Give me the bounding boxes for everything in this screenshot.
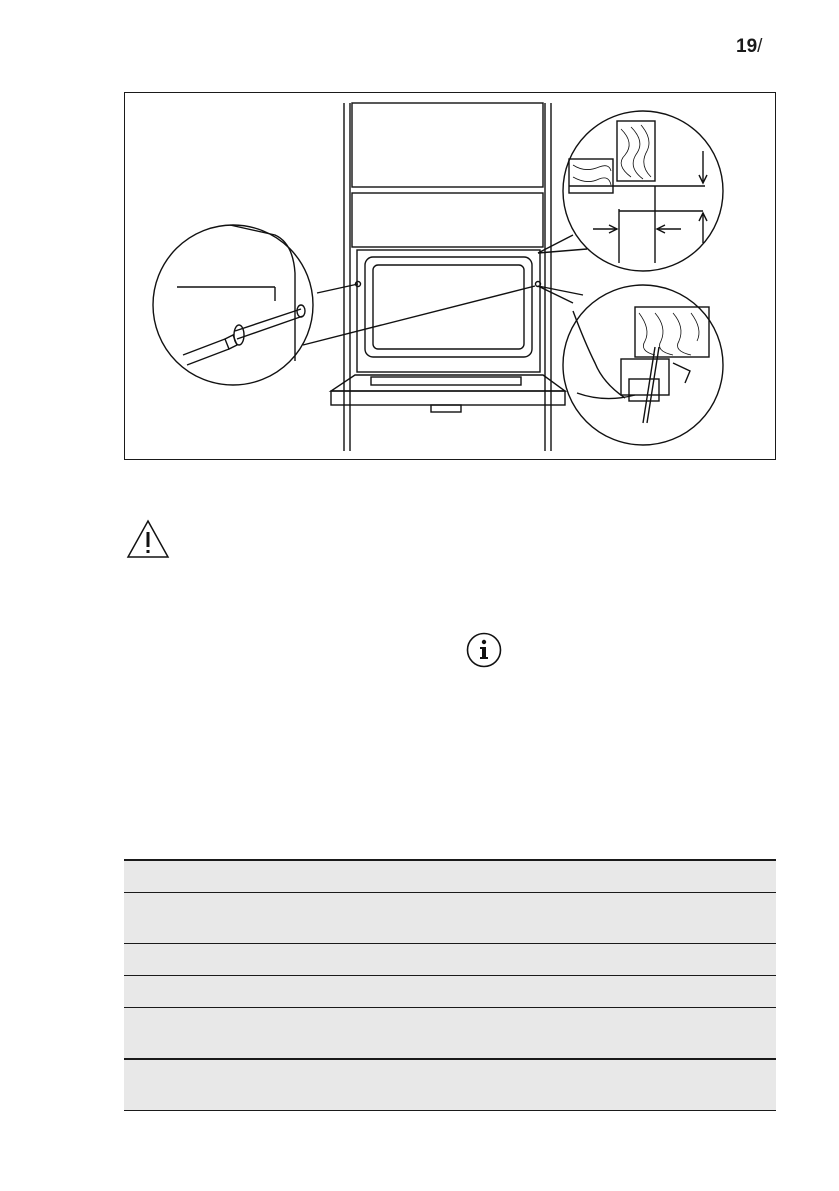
table-row — [124, 1008, 776, 1060]
table-cell-key — [124, 1008, 322, 1060]
table-row — [124, 860, 776, 893]
installation-diagram — [125, 93, 775, 459]
table-cell-key — [124, 893, 322, 944]
table-cell-value — [322, 944, 776, 976]
table-cell-key — [124, 860, 322, 893]
table-row — [124, 893, 776, 944]
technical-data-table — [124, 859, 776, 1111]
table-cell-value — [322, 860, 776, 893]
table-cell-key — [124, 976, 322, 1008]
page-number-current: 19 — [736, 36, 758, 57]
page-number-separator: / — [757, 36, 763, 57]
table-cell-value — [322, 893, 776, 944]
table-row — [124, 944, 776, 976]
installation-figure — [124, 92, 776, 460]
table-cell-value — [322, 1059, 776, 1111]
info-icon — [466, 632, 502, 668]
table-cell-key — [124, 1059, 322, 1111]
table-row — [124, 1059, 776, 1111]
table-cell-key — [124, 944, 322, 976]
table-cell-value — [322, 1008, 776, 1060]
table-row — [124, 976, 776, 1008]
table-cell-value — [322, 976, 776, 1008]
page-number — [736, 36, 762, 58]
warning-triangle-icon — [126, 519, 170, 559]
